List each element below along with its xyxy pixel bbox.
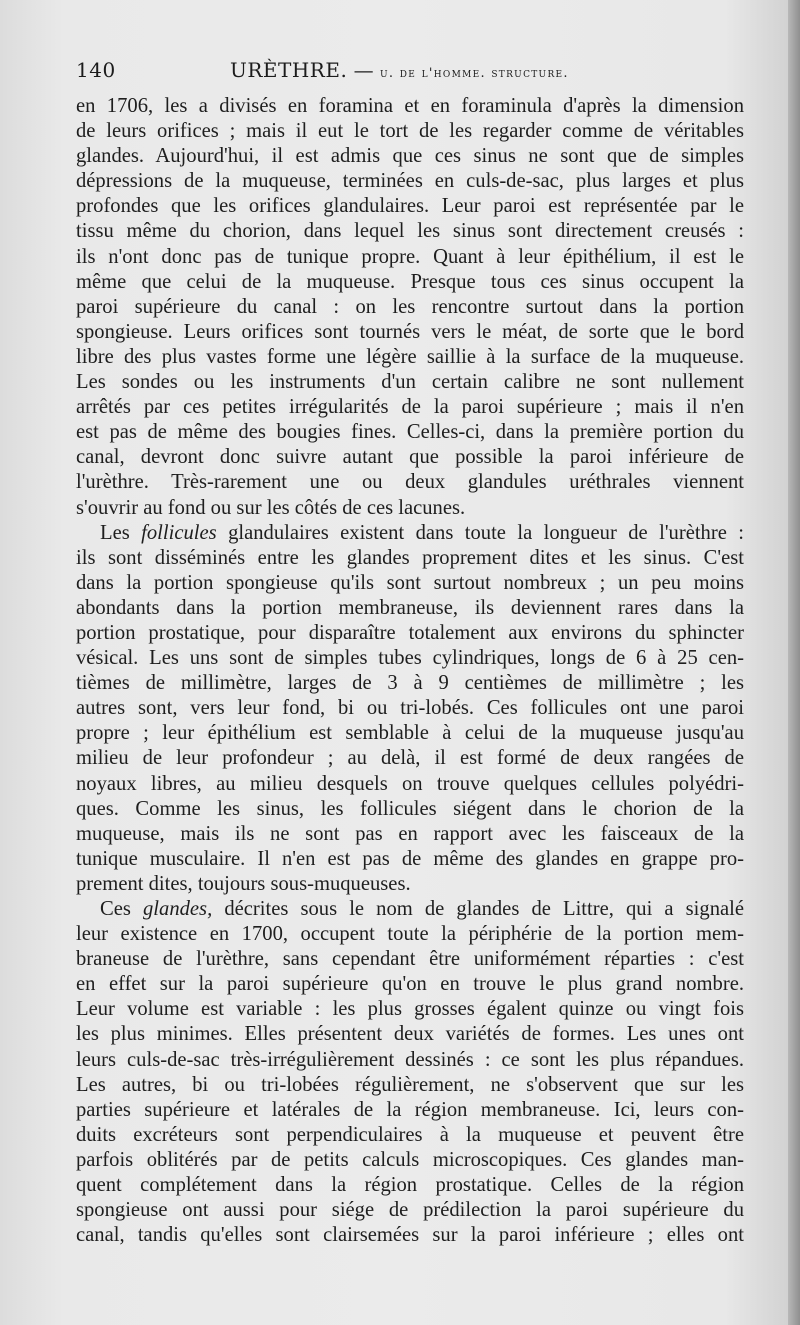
text-line: tissu même du chorion, dans lequel les sinus sont directement creusés : xyxy=(76,220,744,243)
text-line: même que celui de la muqueuse. Presque tous ces sinus occupent la xyxy=(76,270,744,293)
page-number: 140 xyxy=(76,58,116,82)
text-line: propre ; leur épithélium est semblable à celui de la muqueuse jusqu'au xyxy=(76,722,744,745)
paragraph xyxy=(76,94,744,521)
text-line: de leurs orifices ; mais il eut le tort de les regarder comme de véritables xyxy=(76,120,744,143)
text-line: ques. Comme les sinus, les follicules siégent dans le chorion de la xyxy=(76,797,744,820)
text-line: en effet sur la paroi supérieure qu'on en trouve le plus grand nombre. xyxy=(76,973,744,996)
text-line: profondes que les orifices glandulaires. Leur paroi est représentée par le xyxy=(76,195,744,218)
text-line: glandes. Aujourd'hui, il est admis que ces sinus ne sont que de simples xyxy=(76,145,744,168)
text-line: dépressions de la muqueuse, terminées en culs-de-sac, plus larges et plus xyxy=(76,170,744,193)
text-line: milieu de leur profondeur ; au delà, il est formé de deux rangées de xyxy=(76,747,744,770)
paragraph xyxy=(76,521,744,897)
body-text xyxy=(76,94,744,1248)
italic-term: follicules xyxy=(141,521,217,544)
text-line: noyaux libres, au milieu desquels on trouve quelques cellules polyédri- xyxy=(76,772,744,795)
text-line: quent complétement dans la région prostatique. Celles de la région xyxy=(76,1174,744,1197)
text-line: paroi supérieure du canal : on les rencontre surtout dans la portion xyxy=(76,295,744,318)
text-line: Leur volume est variable : les plus grosses égalent quinze ou vingt fois xyxy=(76,998,744,1021)
text-line: tièmes de millimètre, larges de 3 à 9 centièmes de millimètre ; les xyxy=(76,672,744,695)
text-line: autres sont, vers leur fond, bi ou tri-lobés. Ces follicules ont une paroi xyxy=(76,697,744,720)
text-line: prement dites, toujours sous-muqueuses. xyxy=(76,872,411,895)
text-line: braneuse de l'urèthre, sans cependant être uniformément réparties : c'est xyxy=(76,948,744,971)
text-line: leur existence en 1700, occupent toute la périphérie de la portion mem- xyxy=(76,923,744,946)
text-line: libre des plus vastes forme une légère saillie à la surface de la muqueuse. xyxy=(76,345,744,368)
paragraph xyxy=(76,897,744,1248)
running-head-title: URÈTHRE. xyxy=(230,58,348,82)
text-line: portion prostatique, pour disparaître totalement aux environs du sphincter xyxy=(76,621,744,644)
text-line: s'ouvrir au fond ou sur les côtés de ces lacunes. xyxy=(76,496,466,519)
text-line: l'urèthre. Très-rarement une ou deux glandules uréthrales viennent xyxy=(76,471,744,494)
text-line: est pas de même des bougies fines. Celles-ci, dans la première portion du xyxy=(76,421,744,444)
text-line: parties supérieure et latérales de la région membraneuse. Ici, leurs con- xyxy=(76,1098,744,1121)
text-line: abondants dans la portion membraneuse, ils deviennent rares dans la xyxy=(76,596,744,619)
text-run: Les xyxy=(100,521,130,544)
text-line: parfois oblitérés par de petits calculs microscopiques. Ces glandes man- xyxy=(76,1148,744,1171)
text-line: en 1706, les a divisés en foramina et en foraminula d'après la dimension xyxy=(76,95,744,117)
running-head xyxy=(230,58,569,82)
text-run: Ces xyxy=(100,898,131,920)
text-line: muqueuse, mais ils ne sont pas en rapport avec les faisceaux de la xyxy=(76,822,744,845)
text-line: leurs culs-de-sac très-irrégulièrement dessinés : ce sont les plus répandues. xyxy=(76,1048,744,1071)
text-line: les plus minimes. Elles présentent deux variétés de formes. Les unes ont xyxy=(76,1023,744,1046)
text-line xyxy=(76,521,744,546)
text-line: Les sondes ou les instruments d'un certain calibre ne sont nullement xyxy=(76,371,744,394)
text-run: glandulaires existent dans toute la longueur de l'urèthre : xyxy=(228,521,744,544)
text-line: vésical. Les uns sont de simples tubes cylindriques, longs de 6 à 25 cen- xyxy=(76,647,744,670)
text-line: duits excréteurs sont perpendiculaires à la muqueuse et peuvent être xyxy=(76,1123,744,1146)
text-line: arrêtés par ces petites irrégularités de la paroi supérieure ; mais il n'en xyxy=(76,396,744,419)
running-head-separator: — xyxy=(353,58,374,82)
text-line: tunique musculaire. Il n'en est pas de même des glandes en grappe pro- xyxy=(76,847,744,870)
text-line: canal, tandis qu'elles sont clairsemées sur la paroi inférieure ; elles ont xyxy=(76,1224,744,1247)
text-line: Les autres, bi ou tri-lobées régulièrement, ne s'observent que sur les xyxy=(76,1073,744,1096)
text-line: ils sont disséminés entre les glandes proprement dites et les sinus. C'est xyxy=(76,546,744,569)
running-head-subtitle: u. de l'homme. structure. xyxy=(380,66,569,81)
text-line: dans la portion spongieuse qu'ils sont surtout nombreux ; un peu moins xyxy=(76,571,744,594)
page-edge-shadow xyxy=(788,0,800,1325)
page-header xyxy=(76,58,740,88)
text-line: ils n'ont donc pas de tunique propre. Quant à leur épithélium, il est le xyxy=(76,245,744,268)
text-line: spongieuse ont aussi pour siége de prédilection la paroi supérieure du xyxy=(76,1199,744,1222)
text-line: canal, devront donc suivre autant que possible la paroi inférieure de xyxy=(76,446,744,469)
text-line xyxy=(76,897,744,922)
text-line: spongieuse. Leurs orifices sont tournés vers le méat, de sorte que le bord xyxy=(76,320,744,343)
text-run: décrites sous le nom de glandes de Littre, qui a signalé xyxy=(224,898,744,920)
italic-term: glandes, xyxy=(143,898,213,920)
